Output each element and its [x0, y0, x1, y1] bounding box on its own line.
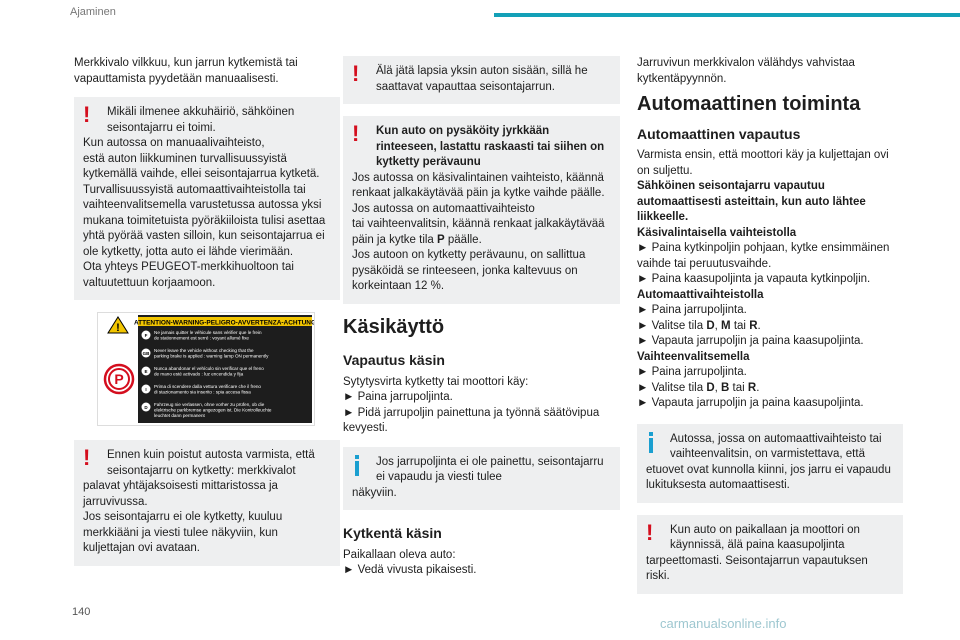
svg-text:P: P: [114, 371, 124, 387]
parking-brake-warning-label: [97, 312, 315, 426]
warning-label-graphic: [98, 313, 314, 425]
column-1: [74, 56, 340, 578]
label-line-text: de stationnement est serré : voyant allumé fixe: [154, 335, 249, 341]
language-code: D: [144, 405, 148, 410]
warning-text-body: Kun autossa on manuaalivaihteisto, estä auton liikkuminen turvallisuussyistä kytkemällä vaihde, ellei seisontajarrua kytketä. Turvallisuussyistä automaattivaihteistolla tai vaihteenvalitsemella varustetussa autossa yksi mukana toimitetuista pyöräkiiloista tulisi asettaa yhtä pyörää vasten silloin, kun seisontajarrua ei ole kytketty, jotta auto ei lähde vierimään. Ota yhteys PEUGEOT-merkkihuoltoon tai valtuutettuun korjaamoon.: [83, 137, 326, 289]
watermark: carmanualsonline.info: [660, 616, 787, 631]
svg-text:!: !: [116, 322, 120, 334]
info-icon: [649, 432, 653, 454]
warning-box-battery: [74, 97, 340, 300]
label-line-text: Fahrzeug nie verlassen, ohne vorher zu prüfen, ob die: [154, 402, 265, 407]
subheading-automatic-release: Automaattinen vapautus: [637, 125, 801, 142]
warning-text-first: Kun auto on paikallaan ja moottori on käynnissä, älä paina kaasupoljinta: [670, 523, 860, 551]
label-line-text: Nunca abandonar el vehículo sin verificar que el freno: [154, 366, 264, 371]
section-heading-manual: Käsikäyttö: [343, 315, 445, 338]
auto-step-2: ► Valitse tila D, M tai R.: [637, 319, 761, 332]
auto-step-3: ► Vapauta jarrupoljin ja paina kaasupoljinta.: [637, 335, 864, 347]
warning-text-body-b: päälle. Jos autoon on kytketty perävaunu, on sallittua pysäköidä se rinteeseen, jonka kaltevuus on korkeintaan 12 %.: [352, 233, 586, 292]
auto-step-1: ► Paina jarrupoljinta.: [637, 304, 747, 316]
language-code: GB: [142, 351, 150, 356]
info-text-first: Autossa, jossa on automaattivaihteisto tai vaihteenvalitsin, on varmistettava, että: [670, 432, 882, 460]
warning-box-accelerator: [637, 515, 903, 594]
page-number: 140: [72, 606, 91, 618]
warning-box-slope: [343, 116, 620, 304]
manual-apply-text: Paikallaan oleva auto: ► Vedä vivusta pikaisesti.: [343, 548, 477, 576]
warning-text-first: Älä jätä lapsia yksin auton sisään, sillä he saattavat vapauttaa seisontajarrun.: [376, 65, 588, 93]
info-icon: [355, 455, 359, 477]
manual-release-text: Sytytysvirta kytketty tai moottori käy: ► Paina jarrupoljinta. ► Pidä jarrupoljin painettuna ja työnnä säätövipua kevyesti.: [343, 375, 600, 434]
header-accent-bar: [494, 13, 960, 17]
column-2: [343, 56, 620, 589]
check-text: Varmista ensin, että moottori käy ja kuljettajan ovi on suljettu.: [637, 149, 889, 177]
warning-exclamation-icon: !: [352, 61, 360, 86]
warning-exclamation-icon: !: [83, 102, 91, 127]
selector-step-1: ► Paina jarrupoljinta.: [637, 366, 747, 378]
info-box-brake-pedal: [343, 447, 620, 511]
selector-step-2: ► Valitse tila D, B tai R.: [637, 381, 760, 394]
column-3: [637, 56, 903, 606]
label-line-text: Prima di scendere dalla vettura verificare che il freno: [154, 384, 261, 389]
subheading-manual-apply: Kytkentä käsin: [343, 525, 442, 541]
warning-text-first: Kun auto on pysäköity jyrkkään rinteeseen, lastattu raskaasti tai siihen on kytketty perävaunu: [376, 125, 605, 168]
header-title: Ajaminen: [70, 6, 116, 18]
label-line-text: Never leave the vehicle without checking that the: [154, 348, 254, 353]
info-box-doors: [637, 424, 903, 503]
label-line-text: leuchtet dann permanent: [154, 412, 205, 418]
info-text-first: Jos jarrupoljinta ei ole painettu, seisontajarru ei vapaudu ja viesti tulee: [376, 455, 604, 483]
language-code: E: [144, 369, 148, 374]
selector-title: Vaihteenvalitsemella: [637, 350, 750, 363]
warning-text-first: Mikäli ilmenee akkuhäiriö, sähköinen seisontajarru ei toimi.: [107, 106, 295, 134]
auto-gearbox-title: Automaattivaihteistolla: [637, 288, 764, 301]
warning-text-body-a: Jos autossa on käsivalintainen vaihteisto, käännä renkaat jalkakäytävää päin ja kytke vaihde päälle. Jos autossa on automaattivaihteisto tai vaihteenvalitsin, käännä renkaat jalkakäytävää päin ja kytke tila: [352, 171, 605, 246]
warning-exclamation-icon: !: [352, 121, 360, 146]
language-code: F: [144, 333, 148, 338]
warning-exclamation-icon: !: [83, 445, 91, 470]
language-code: I: [145, 387, 147, 392]
info-text-body: näkyviin.: [352, 486, 397, 499]
subheading-manual-release: Vapautus käsin: [343, 352, 445, 368]
warning-box-children: [343, 56, 620, 104]
label-line-text: elektrische parkbremse angezogen ist. Die Kontrolleuchte: [154, 407, 272, 413]
warning-exclamation-icon: !: [646, 519, 654, 545]
label-line-text: de mano esté activado : luz encendida y fija: [154, 371, 244, 377]
label-line-text: di stazionamento sia inserito : spia accesa fissa: [154, 389, 251, 395]
section-heading-automatic: Automaattinen toiminta: [637, 93, 861, 115]
apply-confirm-text: Jarruvivun merkkivalon välähdys vahvistaa kytkentäpyynnön.: [637, 57, 855, 85]
intro-text: Merkkivalo vilkkuu, kun jarrun kytkemistä tai vapauttamista pyydetään manuaalisesti.: [74, 57, 298, 85]
warning-box-leave-vehicle: [74, 440, 340, 566]
label-line-text: Ne jamais quitter le véhicule sans vérifier que le frein: [154, 330, 262, 335]
warning-text-body: tarpeettomasti. Seisontajarrun vapautuksen riski.: [646, 554, 868, 582]
warning-text-first: Ennen kuin poistut autosta varmista, että seisontajarru on kytketty: merkkivalot: [107, 449, 315, 477]
label-line-text: parking brake is applied : warning lamp ON permanently: [154, 353, 269, 359]
manual-gearbox-steps: ► Paina kytkinpoljin pohjaan, kytke ensimmäinen vaihde tai peruutusvaihde. ► Paina kaasupoljinta ja vapauta kytkinpoljin.: [637, 242, 890, 285]
selector-step-3: ► Vapauta jarrupoljin ja paina kaasupoljinta.: [637, 397, 864, 409]
manual-gearbox-title: Käsivalintaisella vaihteistolla: [637, 226, 797, 239]
info-text-body: etuovet ovat kunnolla kiinni, jos jarru ei vapaudu lukituksesta automaattisesti.: [646, 463, 891, 491]
warning-text-body: palavat yhtäjaksoisesti mittaristossa ja jarruvivussa. Jos seisontajarru ei ole kytketty, kuuluu merkkiääni ja viesti tulee näkyviin, kun kuljettajan ovi avataan.: [83, 480, 283, 554]
gear-p: P: [437, 233, 445, 246]
auto-release-bold: Sähköinen seisontajarru vapautuu automaattisesti asteittain, kun auto lähtee liikkeelle.: [637, 180, 866, 223]
warning-label-heading: ATTENTION-WARNING-PELIGRO-AVVERTENZA-ACHTUNG: [133, 319, 314, 327]
